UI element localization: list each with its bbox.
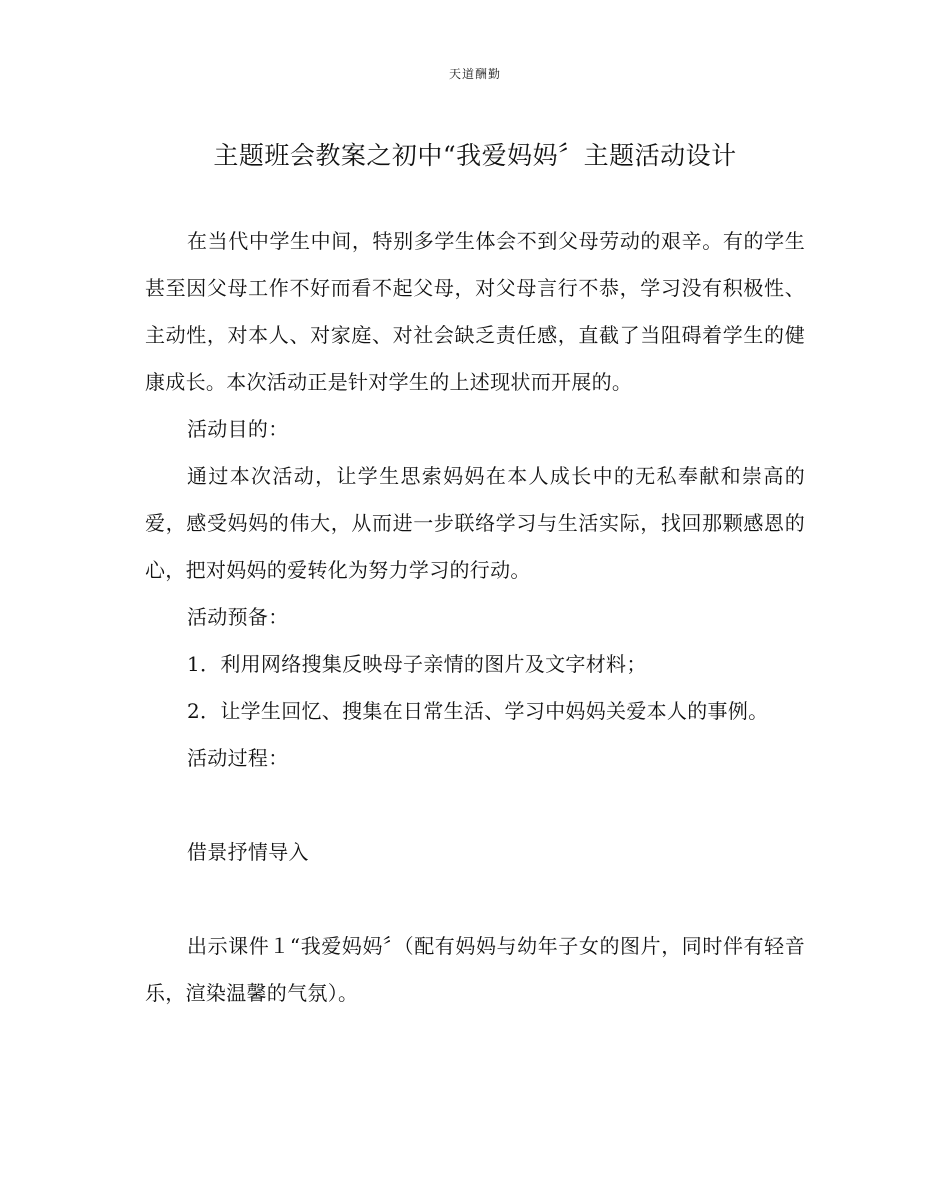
prep-heading: 活动预备： [187, 605, 289, 629]
document-body [145, 218, 805, 1017]
goal-paragraph: 通过本次活动，让学生思索妈妈在本人成长中的无私奉献和崇高的爱，感受妈妈的伟大，从而进一步联络学习与生活实际，找回那颗感恩的心，把对妈妈的爱转化为努力学习的行动。 [145, 464, 805, 582]
prep-item-2: 2．让学生回忆、搜集在日常生活、学习中妈妈关爱本人的事例。 [187, 699, 769, 723]
spacer [145, 782, 805, 829]
section-intro-paragraph: 出示课件１“我爱妈妈〞（配有妈妈与幼年子女的图片，同时伴有轻音乐，渲染温馨的气氛）。 [145, 934, 805, 1005]
spacer [145, 876, 805, 923]
running-header: 天道酬勤 [448, 67, 501, 81]
section-intro-heading: 借景抒情导入 [187, 840, 309, 864]
process-heading: 活动过程： [187, 746, 289, 770]
prep-item-1: 1．利用网络搜集反映母子亲情的图片及文字材料； [187, 652, 647, 676]
intro-paragraph: 在当代中学生中间，特别多学生体会不到父母劳动的艰辛。有的学生甚至因父母工作不好而看不起父母，对父母言行不恭，学习没有积极性、主动性，对本人、对家庭、对社会缺乏责任感，直截了当阻碍着学生的健康成长。本次活动正是针对学生的上述现状而开展的。 [145, 229, 805, 394]
goal-heading: 活动目的： [187, 417, 289, 441]
document-title: 主题班会教案之初中“我爱妈妈〞主题活动设计 [213, 141, 737, 170]
